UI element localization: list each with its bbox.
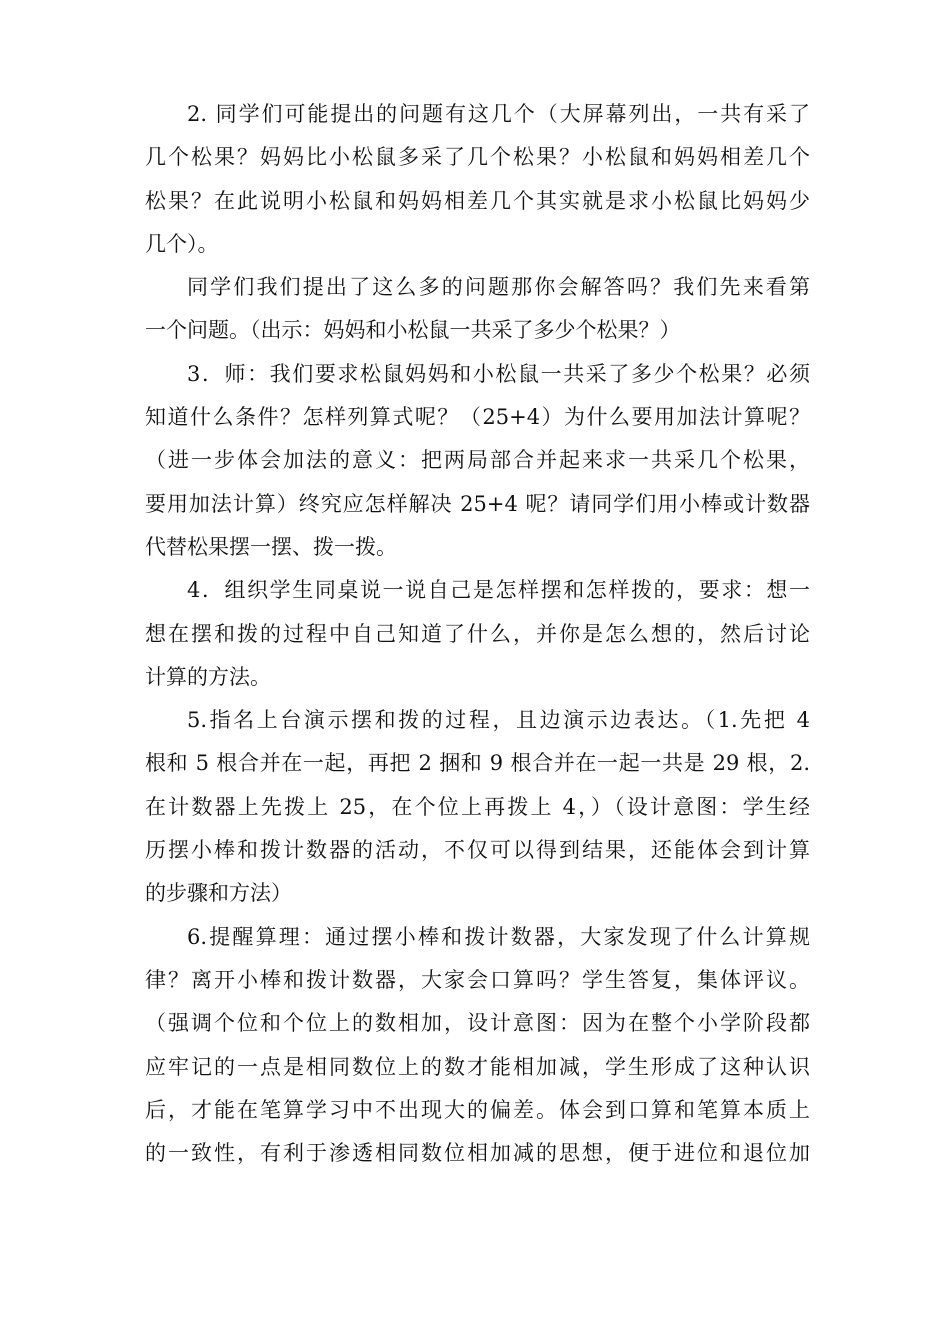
text-line: 的一致性，有利于渗透相同数位相加减的思想，便于进位和退位加	[145, 1141, 810, 1166]
paragraph-4	[145, 569, 810, 699]
text-line: 知道什么条件？怎样列算式呢？（25+4）为什么要用加法计算呢？	[145, 405, 810, 430]
text-line: 3．师：我们要求松鼠妈妈和小松鼠一共采了多少个松果？必须	[187, 361, 810, 386]
paragraph-6	[145, 916, 810, 1176]
paragraph-3	[145, 353, 810, 569]
paragraph-5	[145, 699, 810, 915]
text-line: 5.指名上台演示摆和拨的过程，且边演示边表达。（1.先把 4	[187, 708, 810, 733]
text-line: 2. 同学们可能提出的问题有这几个（大屏幕列出，一共有采了	[187, 102, 810, 126]
text-line: 在计数器上先拨上 25，在个位上再拨上 4，）（设计意图：学生经	[145, 794, 810, 819]
text-line: 后，才能在笔算学习中不出现大的偏差。体会到口算和笔算本质上	[145, 1097, 810, 1122]
text-line: 松果？在此说明小松鼠和妈妈相差几个其实就是求小松鼠比妈妈少	[145, 188, 810, 213]
text-line: 4．组织学生同桌说一说自己是怎样摆和怎样拨的，要求：想一	[187, 578, 810, 603]
document-body	[145, 93, 810, 1175]
text-line: （强调个位和个位上的数相加，设计意图：因为在整个小学阶段都	[145, 1011, 810, 1036]
text-line: 几个）。	[145, 231, 219, 256]
paragraph-2	[145, 93, 810, 266]
text-line: 计算的方法。	[145, 664, 271, 689]
text-line: 历摆小棒和拨计数器的活动，不仅可以得到结果，还能体会到计算	[145, 838, 810, 863]
text-line: 根和 5 根合并在一起，再把 2 捆和 9 根合并在一起一共是 29 根，2.	[145, 751, 810, 776]
text-line: 一个问题。（出示：妈妈和小松鼠一共采了多少个松果？）	[145, 318, 681, 343]
text-line: （进一步体会加法的意义：把两局部合并起来求一共采几个松果，	[145, 448, 810, 473]
text-line: 6.提醒算理：通过摆小棒和拨计数器，大家发现了什么计算规	[187, 924, 810, 949]
text-line: 律？离开小棒和拨计数器，大家会口算吗？学生答复，集体评议。	[145, 967, 810, 992]
text-line: 要用加法计算）终究应怎样解决 25+4 呢？请同学们用小棒或计数器	[145, 491, 810, 516]
text-line: 同学们我们提出了这么多的问题那你会解答吗？我们先来看第	[187, 275, 810, 300]
text-line: 几个松果？妈妈比小松鼠多采了几个松果？小松鼠和妈妈相差几个	[145, 145, 810, 170]
text-line: 的步骤和方法）	[145, 881, 292, 906]
text-line: 想在摆和拨的过程中自己知道了什么，并你是怎么想的，然后讨论	[145, 621, 810, 646]
paragraph-follow-up	[145, 266, 810, 353]
text-line: 应牢记的一点是相同数位上的数才能相加减，学生形成了这种认识	[145, 1054, 810, 1079]
text-line: 代替松果摆一摆、拨一拨。	[145, 534, 397, 559]
